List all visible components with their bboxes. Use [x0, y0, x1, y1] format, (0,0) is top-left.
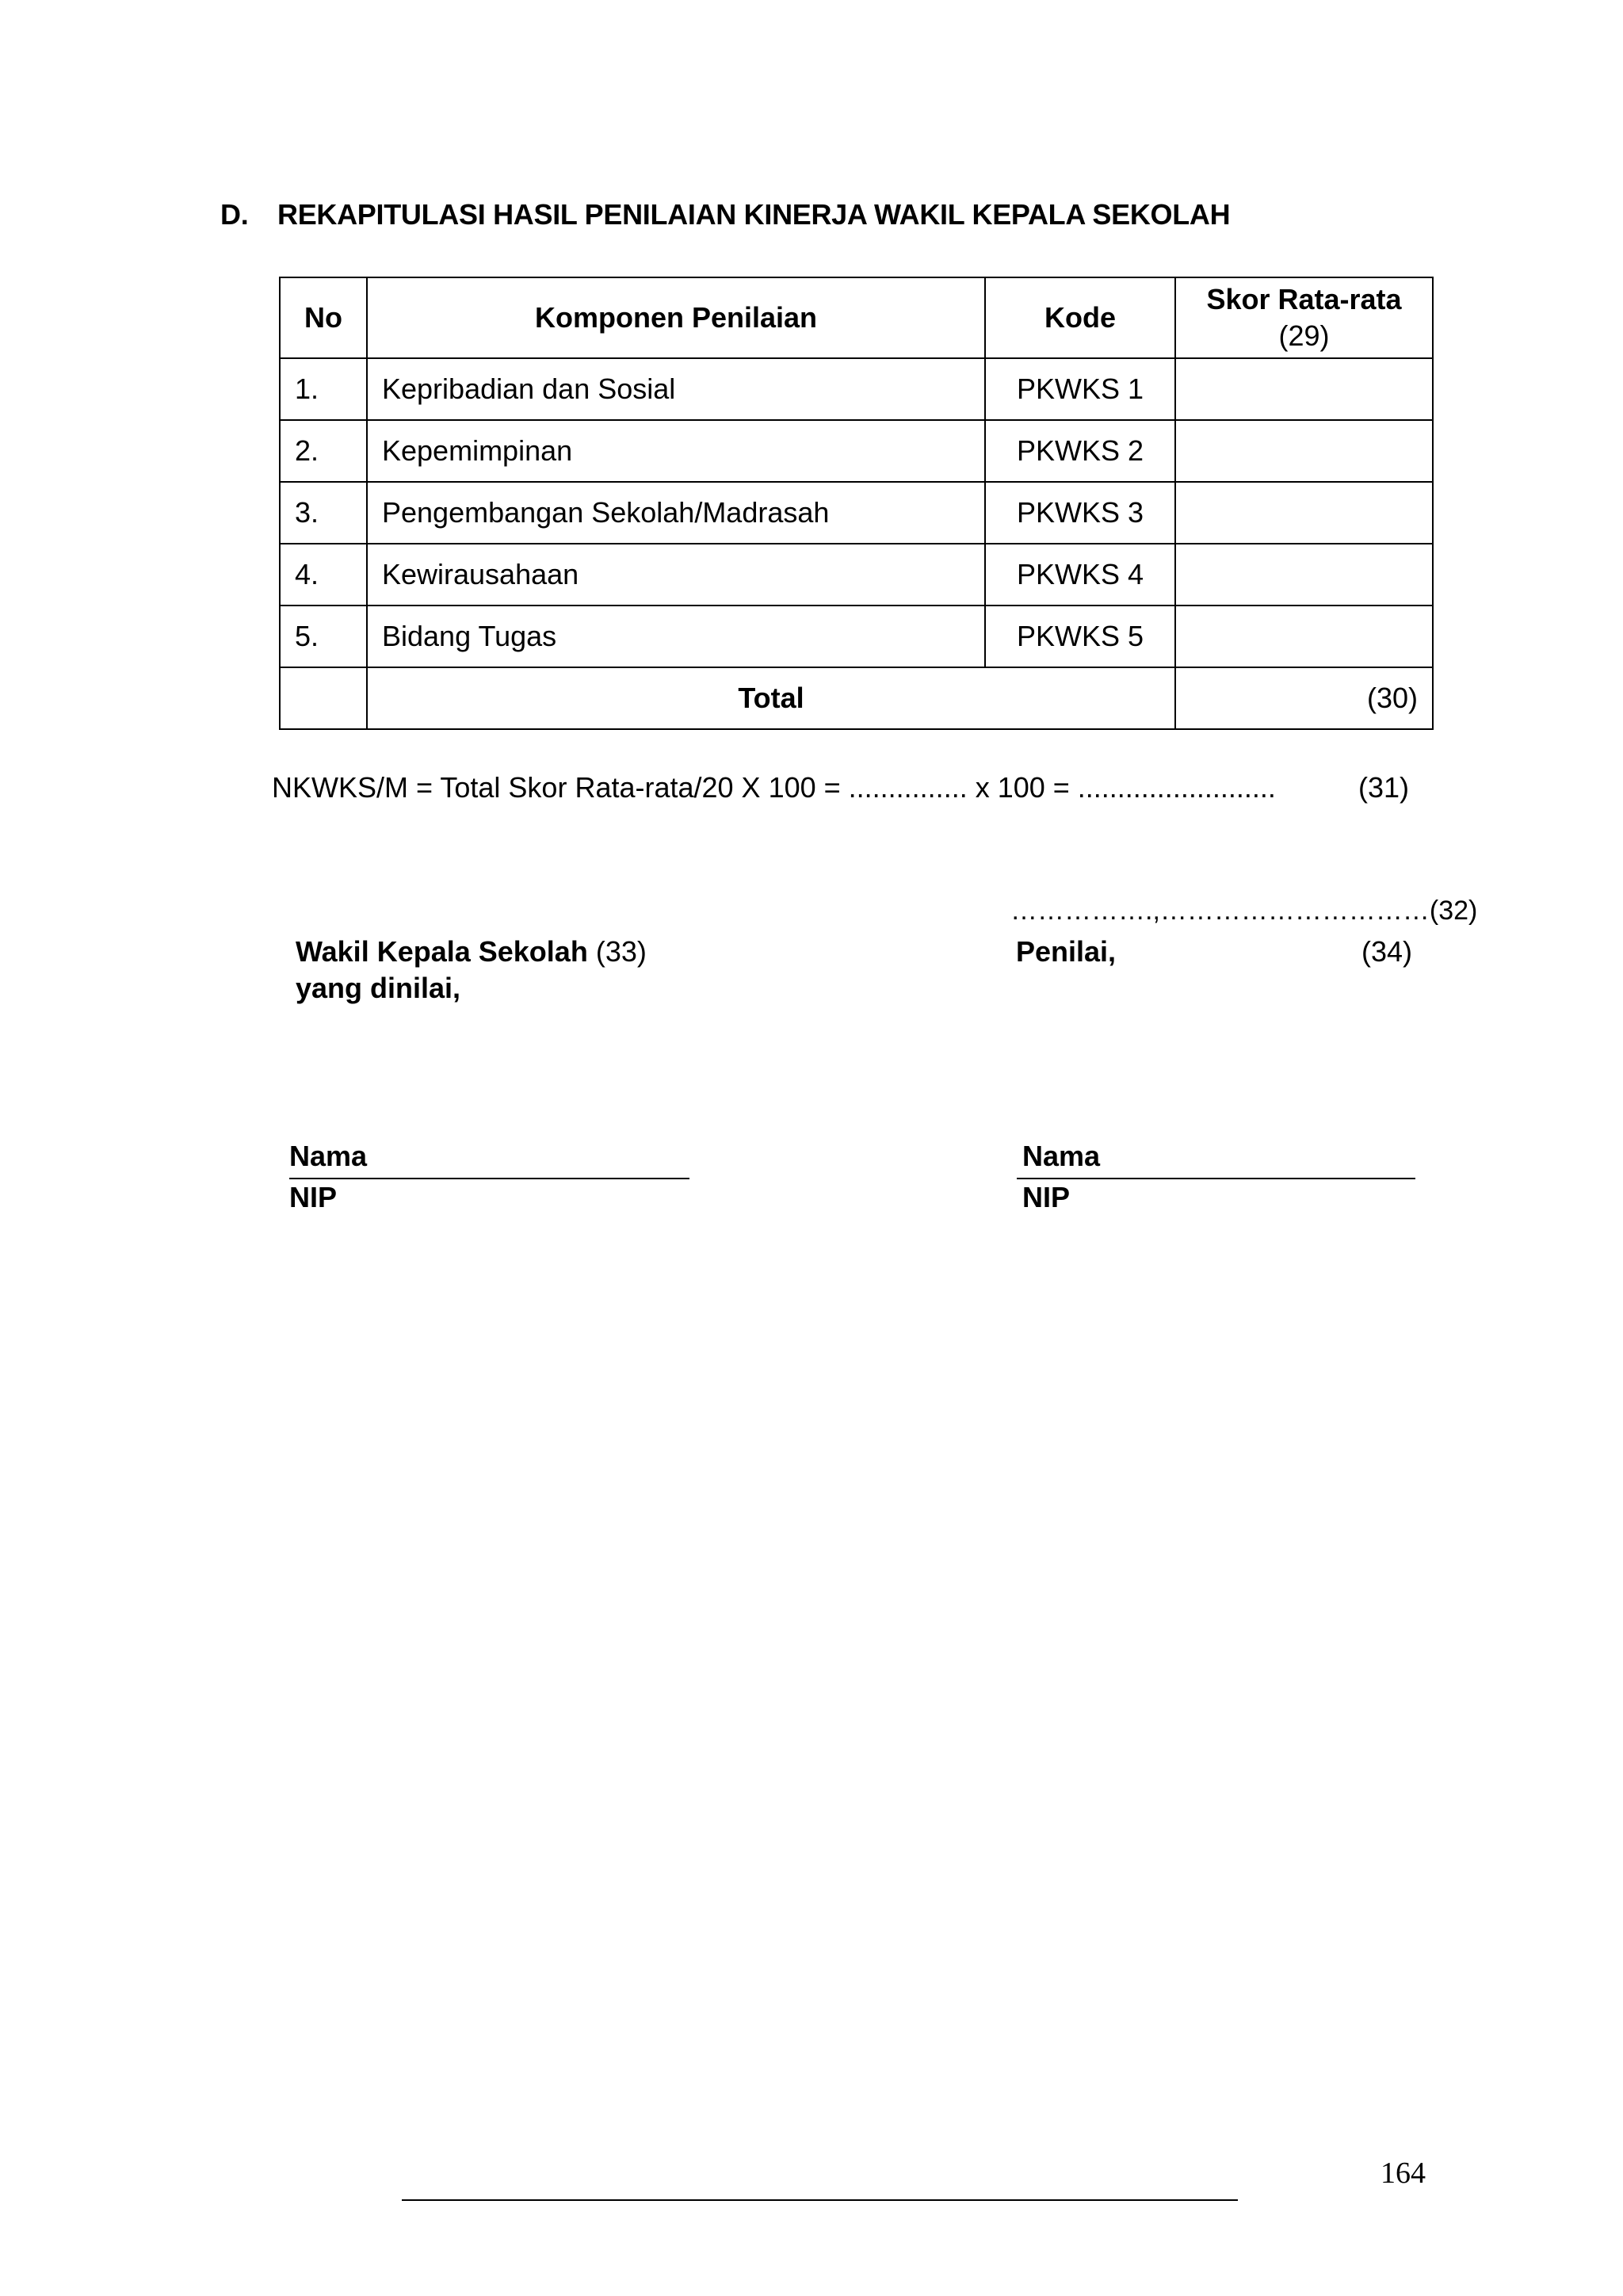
signature-left-line	[289, 1178, 689, 1179]
signature-left-role: Wakil Kepala Sekolah	[296, 935, 588, 968]
row-component: Kepribadian dan Sosial	[367, 358, 985, 420]
recap-table	[279, 277, 1434, 730]
row-code: PKWKS 4	[985, 544, 1175, 606]
formula-line	[272, 771, 1409, 804]
date-line	[1010, 896, 1478, 926]
header-score-ref: (29)	[1278, 319, 1330, 352]
row-no: 1.	[280, 358, 367, 420]
row-code: PKWKS 3	[985, 482, 1175, 544]
table-header-row	[280, 277, 1433, 358]
signature-left-title	[296, 935, 647, 1005]
signature-right-line	[1017, 1178, 1415, 1179]
row-code: PKWKS 1	[985, 358, 1175, 420]
signature-left-subtitle: yang dinilai,	[296, 972, 461, 1004]
formula-ref: (31)	[1358, 771, 1409, 804]
table-row	[280, 606, 1433, 667]
total-label: Total	[367, 667, 1175, 729]
row-component: Pengembangan Sekolah/Madrasah	[367, 482, 985, 544]
header-code: Kode	[985, 277, 1175, 358]
row-code: PKWKS 5	[985, 606, 1175, 667]
signature-left-nip: NIP	[289, 1181, 338, 1213]
row-no: 3.	[280, 482, 367, 544]
header-no: No	[280, 277, 367, 358]
row-component: Bidang Tugas	[367, 606, 985, 667]
section-title: REKAPITULASI HASIL PENILAIAN KINERJA WAKIL KEPALA SEKOLAH	[277, 198, 1231, 231]
table-row	[280, 544, 1433, 606]
row-score[interactable]	[1175, 358, 1433, 420]
total-no-cell	[280, 667, 367, 729]
page-number: 164	[1381, 2157, 1426, 2190]
signature-right-ref: (34)	[1361, 935, 1412, 968]
signature-left-ref: (33)	[595, 935, 647, 968]
signature-left-nama: Nama	[289, 1140, 368, 1172]
total-row	[280, 667, 1433, 729]
table-row	[280, 420, 1433, 482]
formula-text: NKWKS/M = Total Skor Rata-rata/20 X 100 = ............... x 100 = .........................	[272, 771, 1276, 804]
date-ref: (32)	[1429, 896, 1478, 926]
row-no: 4.	[280, 544, 367, 606]
header-score	[1175, 277, 1433, 358]
row-score[interactable]	[1175, 544, 1433, 606]
header-component: Komponen Penilaian	[367, 277, 985, 358]
row-score[interactable]	[1175, 420, 1433, 482]
date-placeholder[interactable]: …………….,…………………………	[1010, 896, 1430, 926]
total-ref[interactable]: (30)	[1175, 667, 1433, 729]
row-no: 2.	[280, 420, 367, 482]
header-score-label: Skor Rata-rata	[1206, 283, 1402, 315]
signature-right-role: Penilai,	[1016, 935, 1117, 968]
section-heading	[220, 198, 1230, 231]
signature-right-nip: NIP	[1022, 1181, 1071, 1213]
row-score[interactable]	[1175, 482, 1433, 544]
row-component: Kewirausahaan	[367, 544, 985, 606]
signature-right-title	[1016, 935, 1412, 968]
table-row	[280, 482, 1433, 544]
table-row	[280, 358, 1433, 420]
row-component: Kepemimpinan	[367, 420, 985, 482]
row-no: 5.	[280, 606, 367, 667]
section-letter: D.	[220, 198, 249, 231]
row-code: PKWKS 2	[985, 420, 1175, 482]
row-score[interactable]	[1175, 606, 1433, 667]
footer-rule	[402, 2199, 1238, 2201]
signature-right-nama: Nama	[1022, 1140, 1101, 1172]
